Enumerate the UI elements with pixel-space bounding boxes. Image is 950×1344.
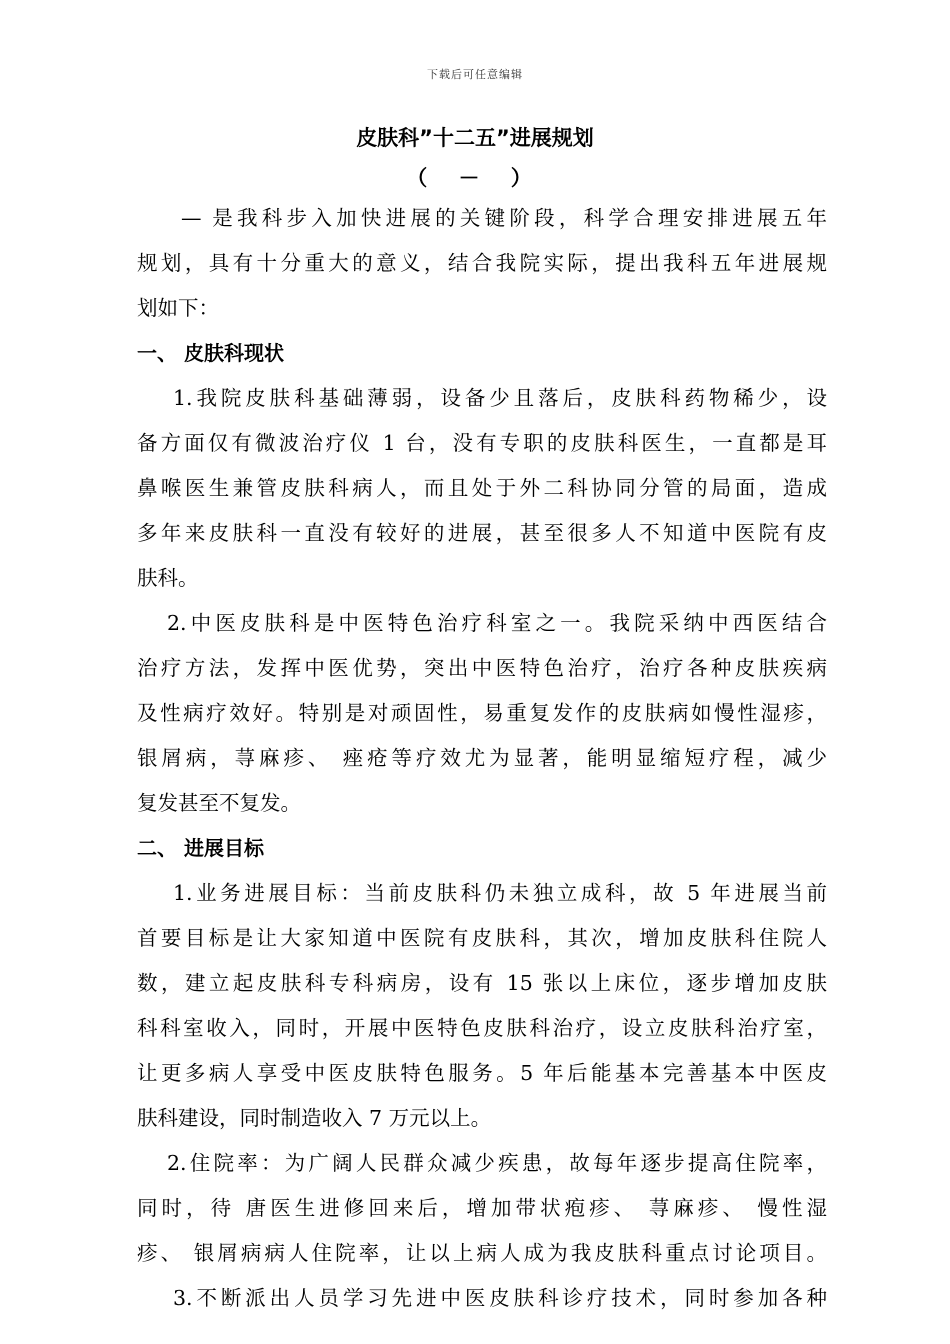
- paragraph-line: 1.业务进展目标：当前皮肤科仍未独立成科，故 5 年进展当前: [173, 881, 827, 905]
- paragraph-line: 1.我院皮肤科基础薄弱，设备少且落后，皮肤科药物稀少，设: [173, 386, 827, 410]
- paragraph-line: 疹、 银屑病病人住院率，让以上病人成为我皮肤科重点讨论项目。: [137, 1241, 827, 1265]
- paragraph-line: 首要目标是让大家知道中医院有皮肤科，其次，增加皮肤科住院人: [137, 926, 827, 950]
- paragraph-line: 让更多病人享受中医皮肤特色服务。5 年后能基本完善基本中医皮: [137, 1061, 827, 1085]
- page-subtitle: （ － ）: [406, 166, 544, 190]
- paragraph-line: 备方面仅有微波治疗仪 1 台，没有专职的皮肤科医生，一直都是耳: [137, 431, 827, 455]
- document-body: [137, 196, 827, 1321]
- paragraph-line: 科科室收入，同时，开展中医特色皮肤科治疗，设立皮肤科治疗室，: [137, 1016, 827, 1040]
- paragraph-line: — 是我科步入加快进展的关键阶段，科学合理安排进展五年: [181, 206, 827, 230]
- paragraph-line: 规划，具有十分重大的意义，结合我院实际，提出我科五年进展规: [137, 251, 827, 275]
- paragraph-line: 同时，待 唐医生进修回来后，增加带状疱疹、 荨麻疹、 慢性湿: [137, 1196, 827, 1220]
- header-note: 下载后可任意编辑: [427, 68, 523, 81]
- paragraph-line: 及性病疗效好。特别是对顽固性，易重复发作的皮肤病如慢性湿疹，: [137, 701, 827, 725]
- paragraph-line: 划如下：: [137, 296, 219, 320]
- paragraph-line: 数，建立起皮肤科专科病房，设有 15 张以上床位，逐步增加皮肤: [137, 971, 827, 995]
- paragraph-line: 肤科建设，同时制造收入 7 万元以上。: [137, 1106, 492, 1130]
- section-heading: 一、 皮肤科现状: [137, 341, 284, 365]
- paragraph-line: 2.中医皮肤科是中医特色治疗科室之一。我院采纳中西医结合: [167, 611, 827, 635]
- page-title: 皮肤科”十二五”进展规划: [356, 126, 594, 150]
- paragraph-line: 银屑病，荨麻疹、 痤疮等疗效尤为显著，能明显缩短疗程，减少: [137, 746, 827, 770]
- paragraph-line: 治疗方法，发挥中医优势，突出中医特色治疗，治疗各种皮肤疾病: [137, 656, 827, 680]
- paragraph-line: 复发甚至不复发。: [137, 791, 301, 815]
- section-heading: 二、 进展目标: [137, 836, 264, 860]
- paragraph-line: 多年来皮肤科一直没有较好的进展，甚至很多人不知道中医院有皮: [137, 521, 827, 545]
- paragraph-line: 鼻喉医生兼管皮肤科病人，而且处于外二科协同分管的局面，造成: [137, 476, 827, 500]
- paragraph-line: 肤科。: [137, 566, 199, 590]
- paragraph-line: 3.不断派出人员学习先进中医皮肤科诊疗技术，同时参加各种: [173, 1286, 827, 1310]
- paragraph-line: 2.住院率：为广阔人民群众减少疾患，故每年逐步提高住院率，: [167, 1151, 827, 1175]
